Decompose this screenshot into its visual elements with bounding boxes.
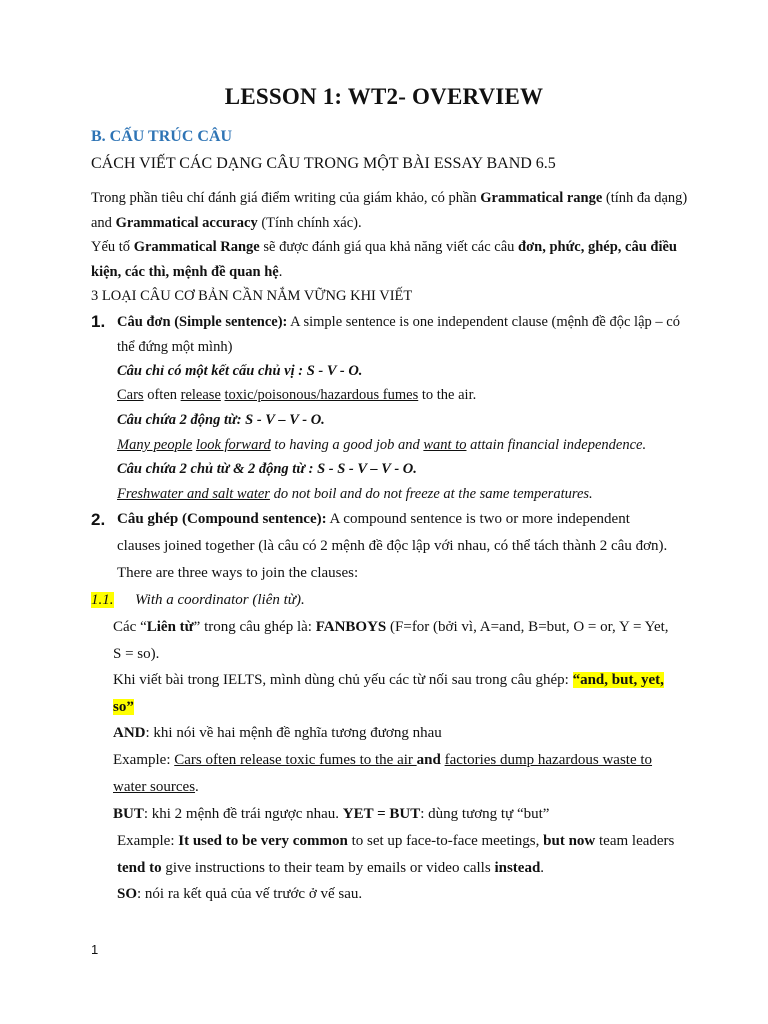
verb: want to	[423, 437, 467, 453]
subject: Cars	[117, 387, 144, 403]
text: sẽ được đánh giá qua khả năng viết các câu	[259, 239, 519, 255]
item1-title: Câu đơn (Simple sentence):	[117, 314, 288, 330]
text: Example:	[117, 833, 179, 849]
term-grammatical-range: Grammatical Range	[133, 239, 260, 255]
sub-number: 1.1.	[91, 592, 114, 608]
intro-line-1	[91, 190, 687, 207]
text: (tính đa dạng)	[602, 190, 688, 206]
connector: and	[416, 752, 441, 768]
text: attain financial independence.	[466, 437, 647, 453]
item1-heading	[117, 314, 680, 331]
intro-line-2	[91, 215, 362, 232]
text: Khi viết bài trong IELTS, mình dùng chủ yếu các từ nối sau trong câu ghép:	[113, 672, 573, 688]
text: do not boil and do not freeze at the same temperatures.	[269, 486, 593, 502]
item2-heading	[117, 511, 630, 528]
emphasis: but now	[543, 833, 596, 849]
intro-line-4	[91, 264, 282, 281]
text: : dùng tương tự “but”	[420, 806, 550, 822]
verb: release	[180, 387, 221, 403]
subheading: CÁCH VIẾT CÁC DẠNG CÂU TRONG MỘT BÀI ESSAY BAND 6.5	[91, 155, 556, 172]
item2-desc: A compound sentence is two or more independent	[326, 511, 630, 527]
text: Các “	[113, 619, 147, 635]
text: : khi 2 mệnh đề trái ngược nhau.	[143, 806, 343, 822]
section-heading: B. CẤU TRÚC CÂU	[91, 128, 233, 145]
text: give instructions to their team by emails or video calls	[161, 860, 495, 876]
text: (F=for (bởi vì, A=and, B=but, O = or, Y = Yet,	[386, 619, 669, 635]
term-lien-tu: Liên từ	[146, 619, 194, 635]
text: to having a good job and	[270, 437, 424, 453]
sub11-para-4	[113, 699, 134, 716]
verb: look forward	[195, 437, 271, 453]
text: to set up face-to-face meetings,	[347, 833, 544, 849]
term-so: SO	[117, 886, 138, 902]
list-number-1: 1.	[91, 312, 106, 331]
sub11-para-1	[113, 619, 669, 636]
subject: Freshwater and salt water	[117, 486, 270, 502]
emphasis: It used to be very common	[178, 833, 348, 849]
item1-structure-2: Câu chứa 2 động từ: S - V – V - O.	[117, 412, 325, 428]
item1-example-3	[117, 486, 593, 503]
clause: water sources	[113, 779, 196, 795]
page-title: LESSON 1: WT2- OVERVIEW	[224, 84, 544, 109]
intro-line-5: 3 LOẠI CÂU CƠ BẢN CẦN NẮM VỮNG KHI VIẾT	[91, 288, 413, 304]
emphasis: tend to	[117, 860, 162, 876]
but-example-line-2	[117, 860, 544, 877]
subject: Many people	[117, 437, 193, 453]
clause: Cars often release toxic fumes to the air	[174, 752, 417, 768]
clause: factories dump hazardous waste to	[444, 752, 653, 768]
sentence-types: kiện, các thì, mệnh đề quan hệ	[91, 264, 279, 280]
term-yet: YET = BUT	[342, 806, 421, 822]
item1-desc-2: thể đứng một mình)	[117, 339, 233, 355]
text: .	[540, 860, 545, 876]
text: Example:	[113, 752, 175, 768]
sentence-types: đơn, phức, ghép, câu điều	[518, 239, 677, 255]
intro-line-3	[91, 239, 677, 256]
term-grammatical-accuracy: Grammatical accuracy	[115, 215, 258, 231]
text: to the air.	[418, 387, 477, 403]
page-number: 1	[91, 942, 99, 957]
but-definition	[113, 806, 549, 823]
text: .	[195, 779, 199, 795]
item1-desc: A simple sentence is one independent clause (mệnh đề độc lập – có	[287, 314, 680, 330]
highlight-connectors: so”	[113, 699, 134, 715]
text: Trong phần tiêu chí đánh giá điểm writing của giám khảo, có phần	[91, 190, 481, 206]
term-but: BUT	[113, 806, 144, 822]
text: : khi nói về hai mệnh đề nghĩa tương đương nhau	[145, 725, 442, 741]
text: Yếu tố	[91, 239, 134, 255]
but-example-line-1	[117, 833, 674, 850]
so-definition	[117, 886, 362, 903]
sub-1-1-label: With a coordinator (liên từ).	[135, 592, 305, 608]
and-example-line-1	[113, 752, 652, 769]
sub11-para-3	[113, 672, 664, 689]
and-definition	[113, 725, 442, 742]
term-and: AND	[113, 725, 146, 741]
sub11-para-2: S = so).	[113, 646, 160, 662]
highlight-connectors: “and, but, yet,	[572, 672, 664, 688]
term-fanboys: FANBOYS	[315, 619, 387, 635]
text: (Tính chính xác).	[257, 215, 362, 231]
object: toxic/poisonous/hazardous fumes	[224, 387, 419, 403]
and-example-line-2	[113, 779, 199, 796]
item1-structure-1: Câu chỉ có một kết cấu chủ vị : S - V - O.	[117, 363, 363, 379]
item1-example-2	[117, 437, 646, 454]
emphasis: instead	[494, 860, 541, 876]
text: ” trong câu ghép là:	[193, 619, 316, 635]
item1-structure-3: Câu chứa 2 chủ từ & 2 động từ : S - S - V – V - O.	[117, 461, 417, 477]
item2-title: Câu ghép (Compound sentence):	[117, 511, 327, 527]
text: often	[143, 387, 181, 403]
item1-example-1	[117, 387, 476, 404]
item2-desc-2: clauses joined together (là câu có 2 mệnh đề độc lập với nhau, có thể tách thành 2 câu đơn).	[117, 538, 668, 554]
term-grammatical-range: Grammatical range	[480, 190, 603, 206]
text: : nói ra kết quả của vế trước ở vế sau.	[137, 886, 363, 902]
text: and	[91, 215, 116, 231]
text: team leaders	[595, 833, 675, 849]
text: .	[278, 264, 283, 280]
sub-number-1-1	[91, 592, 114, 609]
list-number-2: 2.	[91, 510, 106, 529]
item2-desc-3: There are three ways to join the clauses:	[117, 565, 359, 581]
